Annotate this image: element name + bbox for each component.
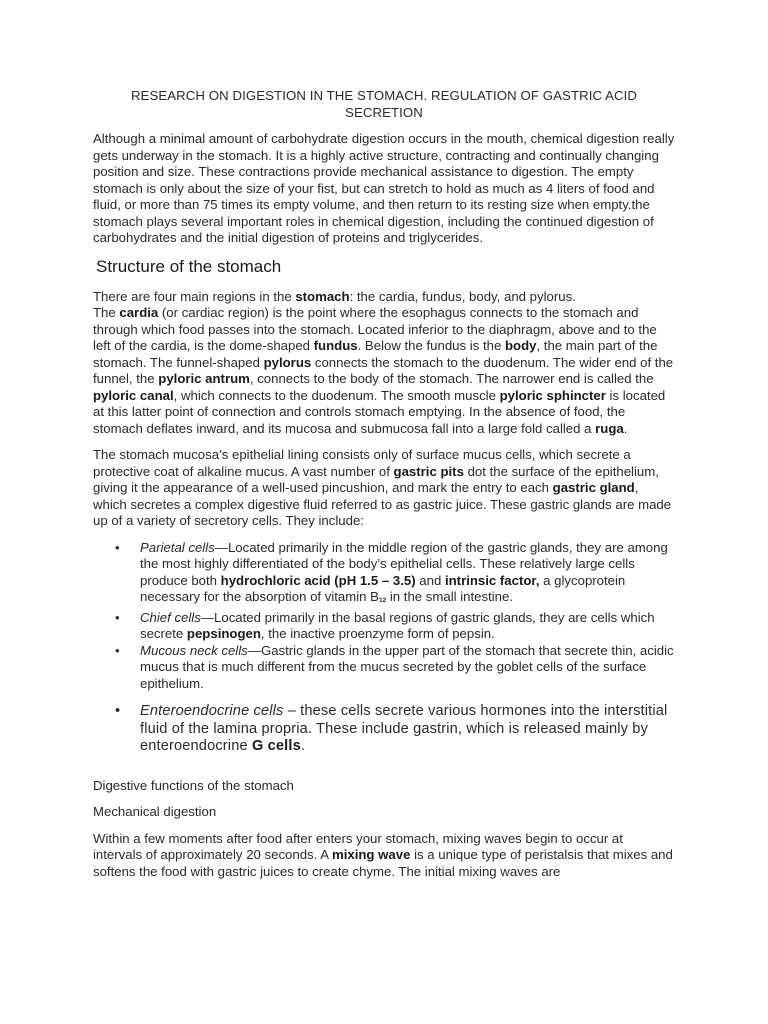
structure-detail-paragraph: The cardia (or cardiac region) is the point where the esophagus connects to the stomach and through which food passes into the stomach. Located inferior to the diaphragm, above and to the left of the cardia, is the dome-shaped fundus. Below the fundus is the body, the main part of the stomach. The funnel-shaped pylorus connects the stomach to the duodenum. The wider end of the funnel, the pyloric antrum, connects to the body of the stomach. The narrower end is called the pyloric canal, which connects to the duodenum. The smooth muscle pyloric sphincter is located at this latter point of connection and controls stomach emptying. In the absence of food, the stomach deflates inward, and its mucosa and submucosa fall into a large fold called a ruga. [93, 305, 674, 436]
mechanical-paragraph: Within a few moments after food after enters your stomach, mixing waves begin to occur at intervals of approximately 20 seconds. A mixing wave is a unique type of peristalsis that mixes and softens the food with gastric juices to create chyme. The initial mixing waves are [93, 830, 673, 879]
intro-paragraph: Although a minimal amount of carbohydrate digestion occurs in the mouth, chemical digestion really gets underway in the stomach. It is a highly active structure, contracting and continually changing position and size. These contractions provide mechanical assistance to digestion. The empty stomach is only about the size of your fist, but can stretch to hold as much as 4 liters of food and fluid, or more than 75 times its empty volume, and then return to its resting size when empty.the stomach plays several important roles in chemical digestion, including the continued digestion of carbohydrates and the initial digestion of proteins and triglycerides. [93, 131, 675, 245]
mechanical-heading: Mechanical digestion [93, 804, 217, 819]
cell-types-list [93, 540, 675, 756]
list-item-enteroendocrine-cells: • Enteroendocrine cells – these cells secrete various hormones into the interstitial fluid of the lamina propria. These include gastrin, which is released mainly by enteroendocrine G cells. [140, 703, 675, 756]
structure-heading: Structure of the stomach [96, 256, 282, 276]
mucosa-paragraph: The stomach mucosa’s epithelial lining consists only of surface mucus cells, which secrete a protective coat of alkaline mucus. A vast number of gastric pits dot the surface of the epithelium, giving it the appearance of a well-used pincushion, and mark the entry to each gastric gland, which secretes a complex digestive fluid referred to as gastric juice. These gastric glands are made up of a variety of secretory cells. They include: [93, 447, 672, 528]
functions-heading: Digestive functions of the stomach [93, 777, 294, 793]
document-title: RESEARCH ON DIGESTION IN THE STOMACH. REGULATION OF GASTRIC ACID SECRETION [130, 88, 638, 120]
list-item-chief-cells: • Chief cells—Located primarily in the basal regions of gastric glands, they are cells which secrete pepsinogen, the inactive proenzyme form of pepsin. [140, 610, 675, 643]
list-item-parietal-cells: • Parietal cells—Located primarily in the middle region of the gastric glands, they are among the most highly differentiated of the body’s epithelial cells. These relatively large cells produce both hydrochloric acid (pH 1.5 – 3.5) and intrinsic factor, a glycoprotein necessary for the absorption of vitamin B12 in the small intestine. [140, 540, 675, 610]
list-item-mucous-neck-cells: • Mucous neck cells—Gastric glands in the upper part of the stomach that secrete thin, acidic mucus that is much different from the mucus secreted by the goblet cells of the surface epithelium. [140, 643, 675, 693]
document-page [93, 88, 675, 880]
structure-regions-paragraph: There are four main regions in the stomach: the cardia, fundus, body, and pylorus. [93, 288, 576, 304]
